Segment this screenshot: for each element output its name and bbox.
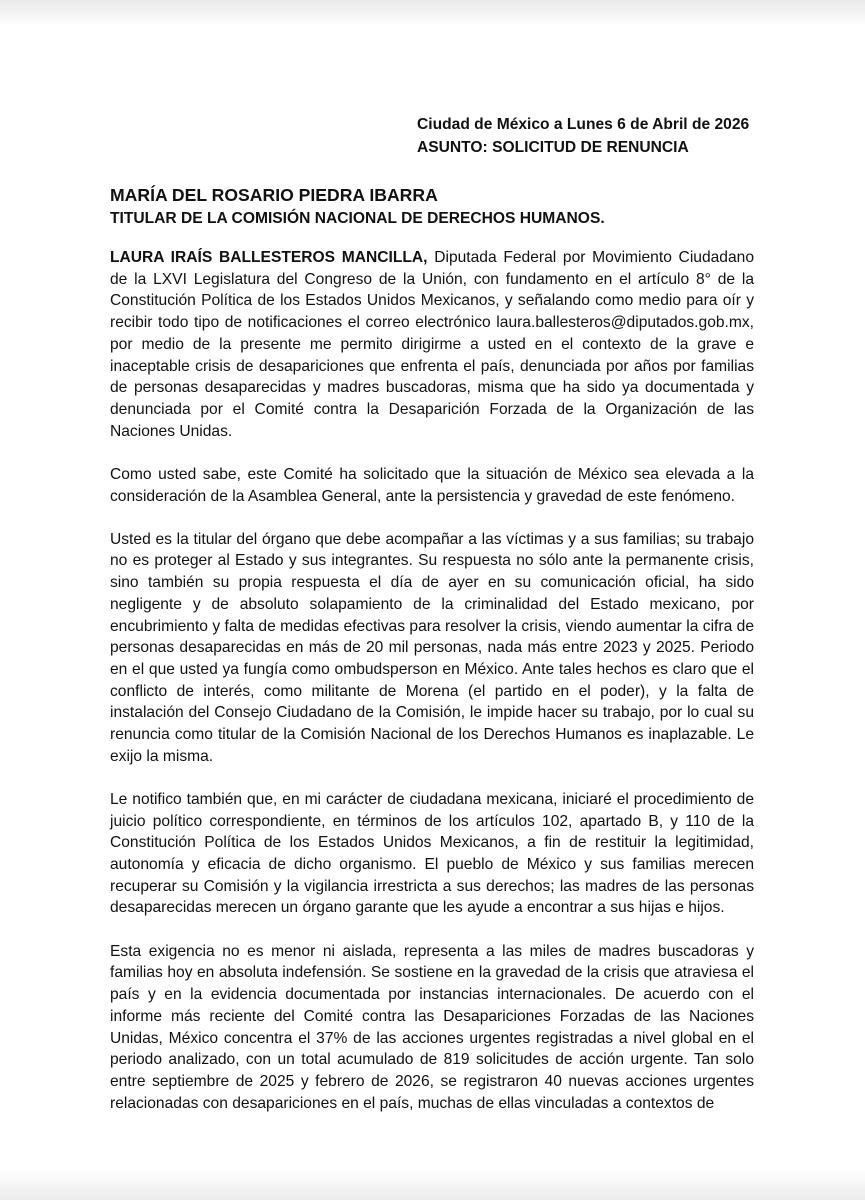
letter-page: [110, 113, 754, 1114]
paragraph-1-text: Diputada Federal por Movimiento Ciudadano de la LXVI Legislatura del Congreso de la Unión, con fundamento en el artículo 8° de la Constitución Política de los Estados Unidos Mexicanos, y señalando como medio para oír y recibir todo tipo de notificaciones el correo electrónico laura.ballesteros@diputados.gob.mx, por medio de la presente me permito dirigirme a usted en el contexto de la grave e inaceptable crisis de desapariciones que enfrenta el país, denunciada por años por familias de personas desaparecidas y madres buscadoras, misma que ha sido ya documentada y denunciada por el Comité contra la Desaparición Forzada de la Organización de las Naciones Unidas.: [110, 249, 754, 440]
sender-name: LAURA IRAÍS BALLESTEROS MANCILLA,: [110, 249, 428, 266]
paragraph-5: Esta exigencia no es menor ni aislada, representa a las miles de madres buscadoras y familias hoy en absoluta indefensión. Se sostiene en la gravedad de la crisis que atraviesa el país y en la evidencia documentada por instancias internacionales. De acuerdo con el informe más reciente del Comité contra las Desapariciones Forzadas de las Naciones Unidas, México concentra el 37% de las acciones urgentes registradas a nivel global en el periodo analizado, con un total acumulado de 819 solicitudes de acción urgente. Tan solo entre septiembre de 2025 y febrero de 2026, se registraron 40 nuevas acciones urgentes relacionadas con desapariciones en el país, muchas de ellas vinculadas a contextos de: [110, 942, 754, 1112]
paragraph-4: Le notifico también que, en mi carácter de ciudadana mexicana, iniciaré el procedimiento de juicio político correspondiente, en términos de los artículos 102, apartado B, y 110 de la Constitución Política de los Estados Unidos Mexicanos, a fin de restituir la legitimidad, autonomía y eficacia de dicho organismo. El pueblo de México y sus familias merecen recuperar su Comisión y la vigilancia irrestricta a sus derechos; las madres de las personas desaparecidas merecen un órgano garante que les ayude a encontrar a sus hijas e hijos.: [110, 790, 754, 917]
paragraph-2: Como usted sabe, este Comité ha solicitado que la situación de México sea elevada a la consideración de la Asamblea General, ante la persistencia y gravedad de este fenómeno.: [110, 465, 754, 505]
letter-body: [110, 247, 754, 1114]
page-bottom-shadow: [0, 1170, 865, 1200]
subject-line: ASUNTO: SOLICITUD DE RENUNCIA: [417, 139, 689, 156]
page-top-shadow: [0, 0, 865, 26]
paragraph-3: Usted es la titular del órgano que debe acompañar a las víctimas y a sus familias; su trabajo no es proteger al Estado y sus integrantes. Su respuesta no sólo ante la permanente crisis, sino también su propia respuesta el día de ayer en su comunicación oficial, ha sido negligente y de absoluto solapamiento de la criminalidad del Estado mexicano, por encubrimiento y falta de medidas efectivas para resolver la crisis, viendo aumentar la cifra de personas desaparecidas en más de 20 mil personas, nada más entre 2023 y 2025. Periodo en el que usted ya fungía como ombudsperson en México. Ante tales hechos es claro que el conflicto de interés, como militante de Morena (el partido en el poder), y la falta de instalación del Consejo Ciudadano de la Comisión, le impide hacer su trabajo, por lo cual su renuncia como titular de la Comisión Nacional de los Derechos Humanos es inaplazable. Le exijo la misma.: [110, 530, 754, 765]
paragraph-1: [110, 247, 754, 442]
recipient-name: MARÍA DEL ROSARIO PIEDRA IBARRA: [110, 185, 438, 205]
recipient-title: TITULAR DE LA COMISIÓN NACIONAL DE DERECHOS HUMANOS.: [110, 210, 605, 227]
date-line: Ciudad de México a Lunes 6 de Abril de 2026: [417, 116, 750, 133]
letter-header: [417, 113, 754, 159]
addressee-block: [110, 183, 754, 230]
